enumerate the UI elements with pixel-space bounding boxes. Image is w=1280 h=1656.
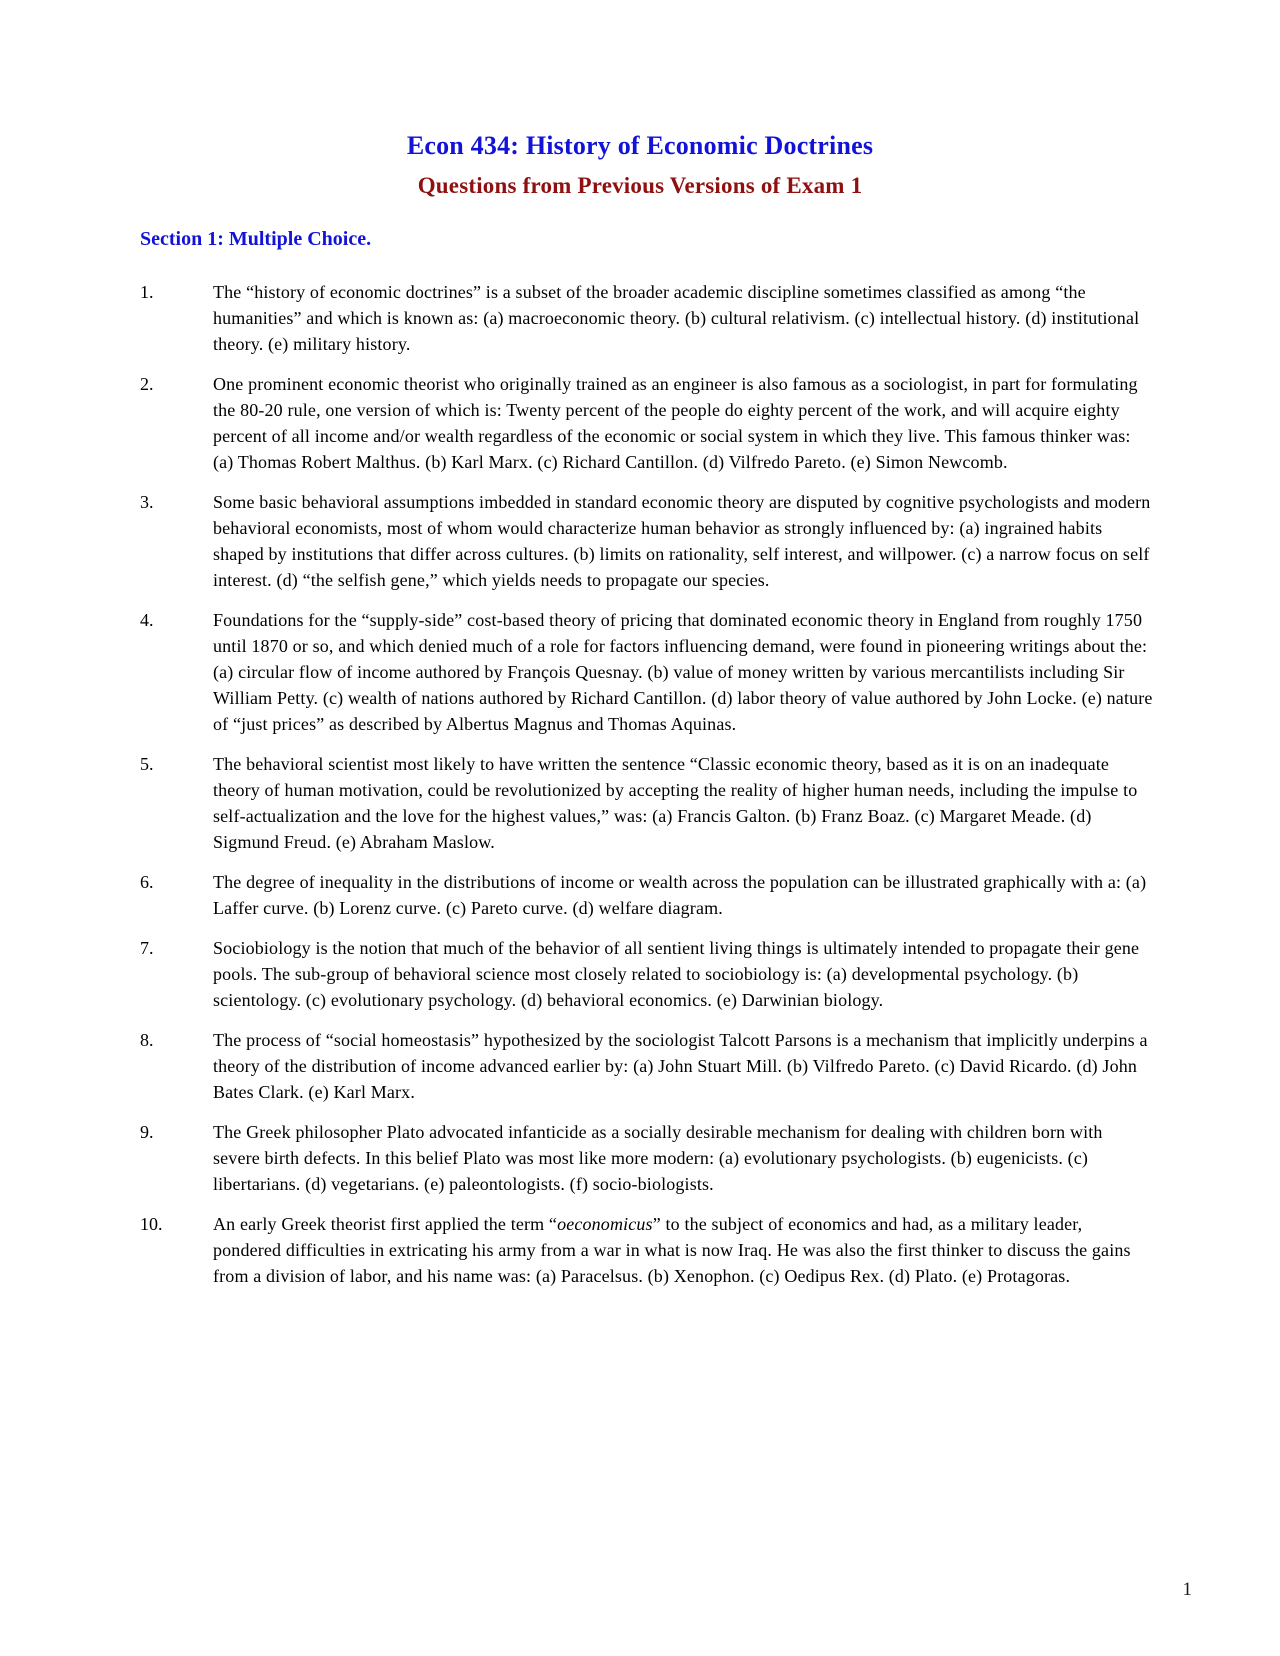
question-text: The process of “social homeostasis” hypothesized by the sociologist Talcott Parsons is a mechanism that implicitly underpins a theory of the distribution of income advanced earlier by: (a) John Stuart Mill. (b) Vilfredo Pareto. (c) David Ricardo. (d) John Bates Clark. (e) Karl Marx. bbox=[213, 1030, 1148, 1102]
question-number: 10. bbox=[140, 1214, 163, 1234]
question-number: 7. bbox=[140, 938, 154, 958]
question-text: The degree of inequality in the distributions of income or wealth across the population can be illustrated graphically with a: (a) Laffer curve. (b) Lorenz curve. (c) Pareto curve. (d) welfare diagram. bbox=[213, 872, 1147, 918]
question-text: The behavioral scientist most likely to have written the sentence “Classic economic theory, based as it is on an inadequate theory of human motivation, could be revolutionized by accepting the reality of higher human needs, including the impulse to self-actualization and the love for the highest values,” was: (a) Francis Galton. (b) Franz Boaz. (c) Margaret Meade. (d) Sigmund Freud. (e) Abraham Maslow. bbox=[213, 754, 1138, 852]
question-number: 8. bbox=[140, 1030, 154, 1050]
question-item bbox=[140, 869, 1162, 921]
question-number: 5. bbox=[140, 754, 154, 774]
question-text: Foundations for the “supply-side” cost-based theory of pricing that dominated economic theory in England from roughly 1750 until 1870 or so, and which denied much of a role for factors influencing demand, were found in pioneering writings about the: (a) circular flow of income authored by François Quesnay. (b) value of money written by various mercantilists including Sir William Petty. (c) wealth of nations authored by Richard Cantillon. (d) labor theory of value authored by John Locke. (e) nature of “just prices” as described by Albertus Magnus and Thomas Aquinas. bbox=[213, 610, 1153, 734]
question-text: The Greek philosopher Plato advocated infanticide as a socially desirable mechanism for dealing with children born with severe birth defects. In this belief Plato was most like more modern: (a) evolutionary psychologists. (b) eugenicists. (c) libertarians. (d) vegetarians. (e) paleontologists. (f) socio-biologists. bbox=[213, 1122, 1103, 1194]
page-number: 1 bbox=[1182, 1579, 1192, 1600]
question-number: 1. bbox=[140, 282, 154, 302]
question-text: One prominent economic theorist who originally trained as an engineer is also famous as a sociologist, in part for formulating the 80-20 rule, one version of which is: Twenty percent of the people do eighty percent of the work, and will acquire eighty percent of all income and/or wealth regardless of the economic or social system in which they live. This famous thinker was: (a) Thomas Robert Malthus. (b) Karl Marx. (c) Richard Cantillon. (d) Vilfredo Pareto. (e) Simon Newcomb. bbox=[213, 374, 1138, 472]
question-number: 4. bbox=[140, 610, 154, 630]
question-item bbox=[140, 371, 1162, 475]
question-item bbox=[140, 489, 1162, 593]
question-item bbox=[140, 1211, 1162, 1289]
question-item bbox=[140, 1027, 1162, 1105]
question-text: The “history of economic doctrines” is a subset of the broader academic discipline sometimes classified as among “the humanities” and which is known as: (a) macroeconomic theory. (b) cultural relativism. (c) intellectual history. (d) institutional theory. (e) military history. bbox=[213, 282, 1140, 354]
question-text: Some basic behavioral assumptions imbedded in standard economic theory are disputed by cognitive psychologists and modern behavioral economists, most of whom would characterize human behavior as strongly influenced by: (a) ingrained habits shaped by institutions that differ across cultures. (b) limits on rationality, self interest, and willpower. (c) a narrow focus on self interest. (d) “the selfish gene,” which yields needs to propagate our species. bbox=[213, 492, 1151, 590]
question-list bbox=[140, 279, 1162, 1289]
question-number: 9. bbox=[140, 1122, 154, 1142]
question-number: 2. bbox=[140, 374, 154, 394]
question-text: An early Greek theorist first applied the term “oeconomicus” to the subject of economics and had, as a military leader, pondered difficulties in extricating his army from a war in what is now Iraq. He was also the first thinker to discuss the gains from a division of labor, and his name was: (a) Paracelsus. (b) Xenophon. (c) Oedipus Rex. (d) Plato. (e) Protagoras. bbox=[213, 1214, 1131, 1286]
page-subtitle: Questions from Previous Versions of Exam 1 bbox=[417, 173, 863, 198]
question-number: 6. bbox=[140, 872, 154, 892]
question-item bbox=[140, 751, 1162, 855]
question-item bbox=[140, 279, 1162, 357]
page-title: Econ 434: History of Economic Doctrines bbox=[406, 131, 874, 160]
question-item bbox=[140, 1119, 1162, 1197]
question-item bbox=[140, 935, 1162, 1013]
section-heading: Section 1: Multiple Choice. bbox=[140, 228, 372, 250]
question-text: Sociobiology is the notion that much of the behavior of all sentient living things is ultimately intended to propagate their gene pools. The sub-group of behavioral science most closely related to sociobiology is: (a) developmental psychology. (b) scientology. (c) evolutionary psychology. (d) behavioral economics. (e) Darwinian biology. bbox=[213, 938, 1140, 1010]
question-item bbox=[140, 607, 1162, 737]
question-number: 3. bbox=[140, 492, 154, 512]
